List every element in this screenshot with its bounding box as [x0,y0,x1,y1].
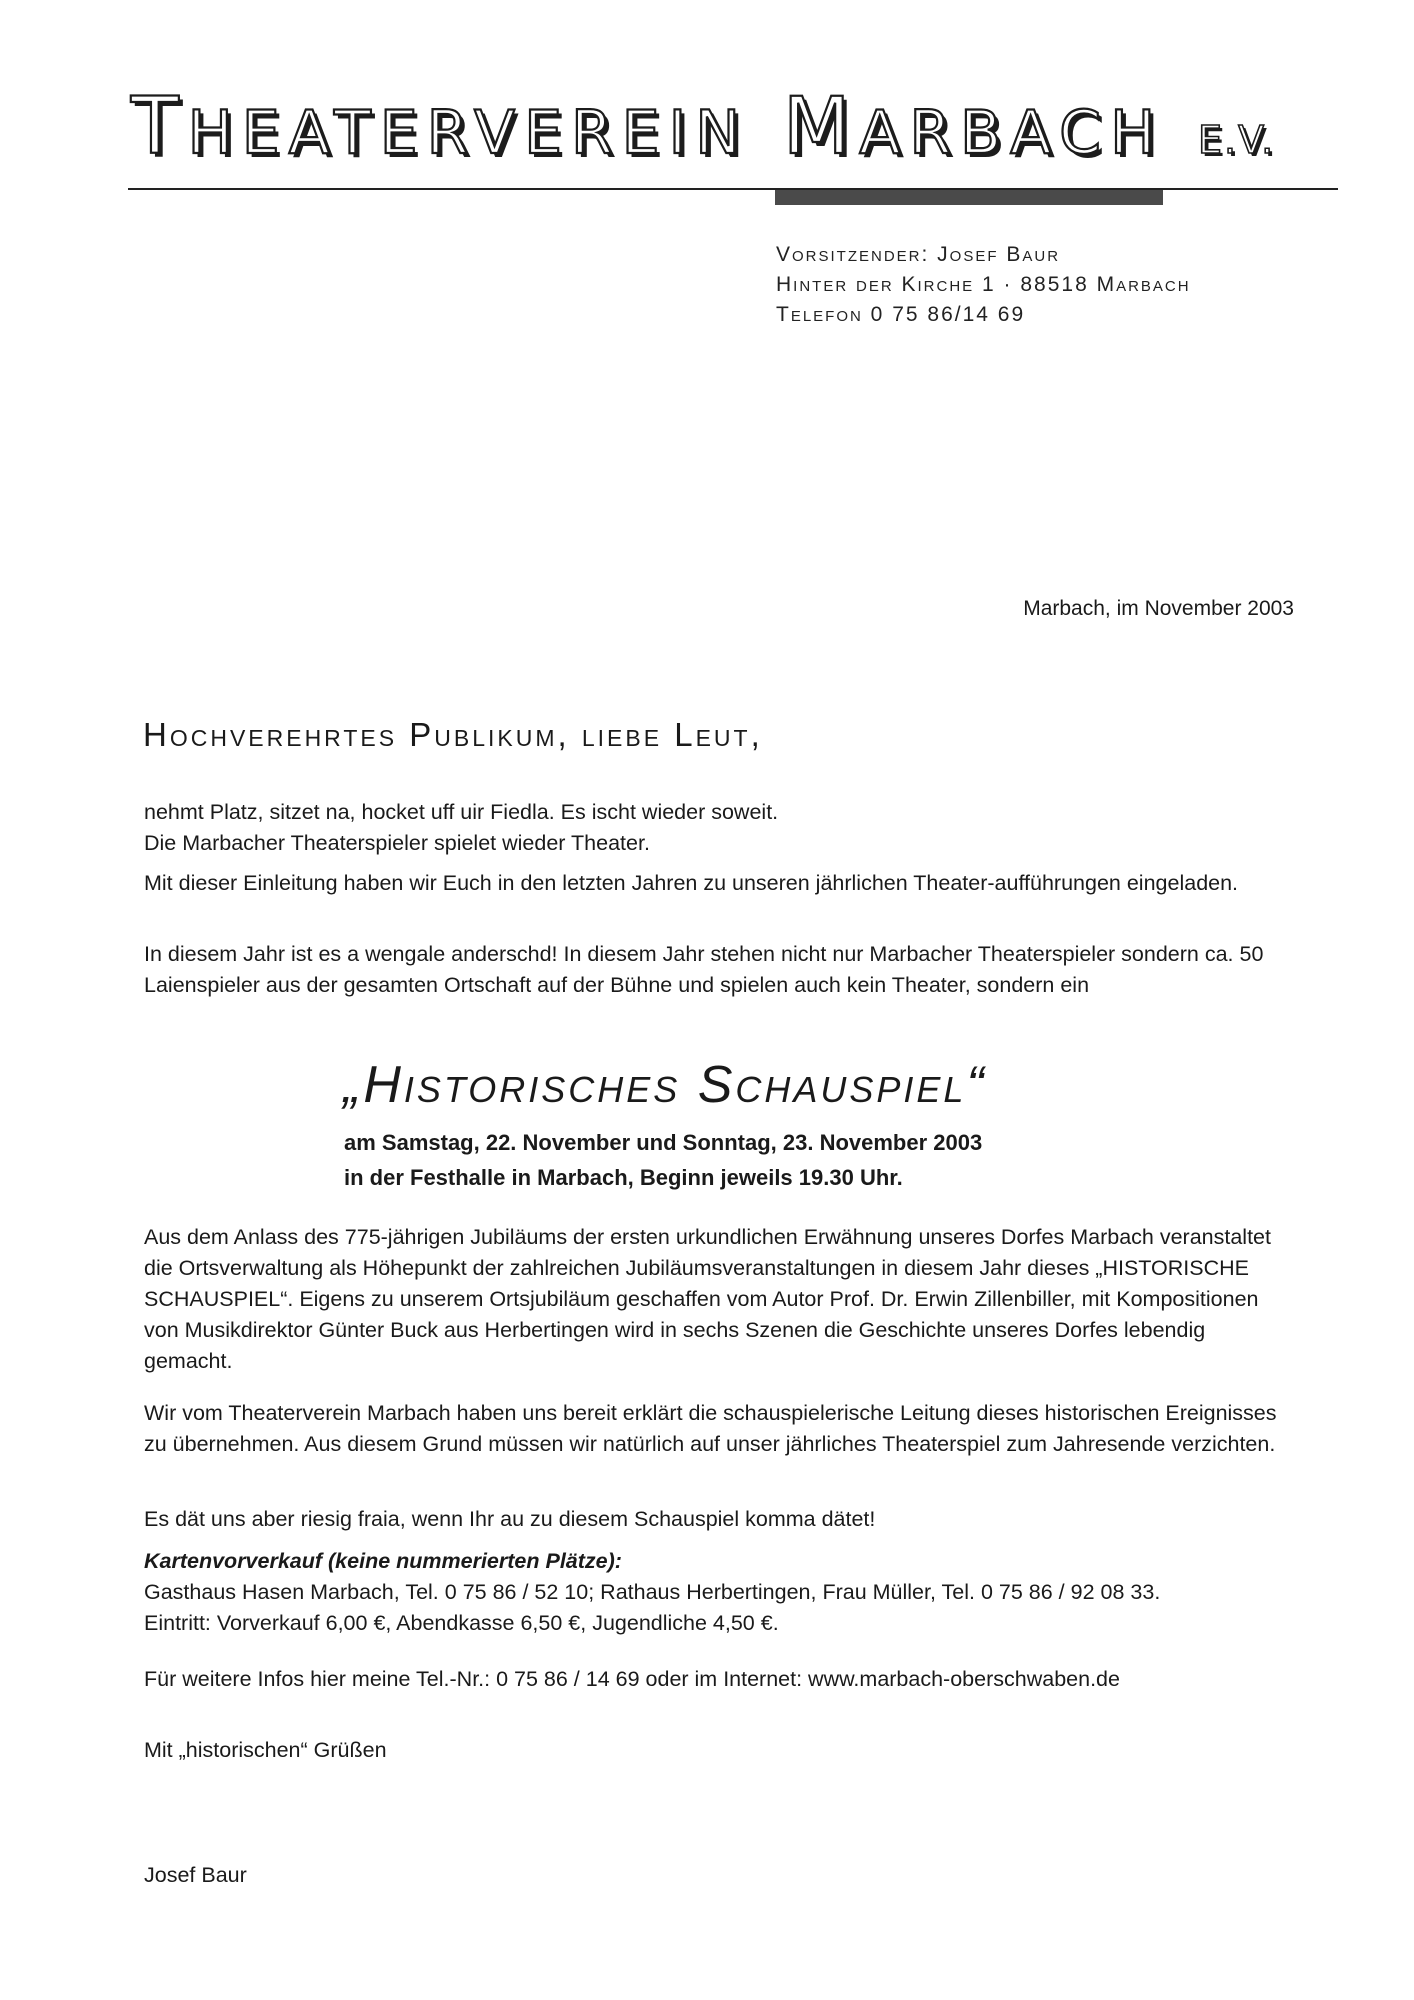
intro-line: Die Marbacher Theaterspieler spielet wieder Theater. [144,831,650,855]
letterhead-bar [775,190,1163,205]
chairman-line: Vorsitzender: Josef Baur [776,243,1061,266]
ticket-prices: Eintritt: Vorverkauf 6,00 €, Abendkasse 6,50 €, Jugendliche 4,50 €. [144,1611,779,1635]
occasion-paragraph: Aus dem Anlass des 775-jährigen Jubiläums der ersten urkundlichen Erwähnung unseres Dorfes Marbach veranstaltet die Ortsverwaltung als Höhepunkt der zahlreichen Jubiläumsveranstaltungen in diesem Jahr dieses „HISTORISCHE SCHAUSPIEL“. Eigens zu unserem Ortsjubiläum geschaffen vom Autor Prof. Dr. Erwin Zillenbiller, mit Kompositionen von Musikdirektor Günter Buck aus Herbertingen wird in sechs Szenen die Geschichte unseres Dorfes lebendig gemacht. [144,1225,1271,1373]
letterhead-suffix: E.V. [1197,118,1276,162]
invitation-paragraph: Mit dieser Einleitung haben wir Euch in den letzten Jahren zu unseren jährlichen Theater-aufführungen eingeladen. [144,871,1239,895]
letterhead-word1-rest: HEATERVEREIN [187,98,750,168]
ticket-outlets: Gasthaus Hasen Marbach, Tel. 0 75 86 / 52 10; Rathaus Herbertingen, Frau Müller, Tel. 0 75 86 / 92 08 33. [144,1580,1161,1604]
letterhead-word2-initial: M [782,82,860,172]
letterhead-word2-rest: ARBACH [859,98,1165,168]
tickets-info [144,1577,1294,1639]
joy-paragraph: Es dät uns aber riesig fraia, wenn Ihr au zu diesem Schauspiel komma dätet! [144,1507,876,1531]
signature-name: Josef Baur [144,1863,247,1887]
phone-line: Telefon 0 75 86/14 69 [776,303,1026,326]
intro-paragraph [144,797,1294,859]
event-headline: „Historisches Schauspiel“ [343,1056,987,1114]
letterhead-title [131,82,1291,172]
club-paragraph: Wir vom Theaterverein Marbach haben uns bereit erklärt die schauspielerische Leitung dieses historischen Ereignisses zu übernehmen. Aus diesem Grund müssen wir natürlich auf unser jährliches Theaterspiel zum Jahresende verzichten. [144,1401,1277,1456]
salutation: Hochverehrtes Publikum, liebe Leut, [143,716,763,753]
event-dates: am Samstag, 22. November und Sonntag, 23. November 2003 [344,1130,983,1155]
street-line: Hinter der Kirche 1 · 88518 Marbach [776,273,1191,296]
event-venue: in der Festhalle in Marbach, Beginn jeweils 19.30 Uhr. [344,1165,903,1190]
letterhead-word1-initial: T [131,82,188,172]
date-line: Marbach, im November 2003 [1023,597,1294,620]
this-year-paragraph: In diesem Jahr ist es a wengale anderschd! In diesem Jahr stehen nicht nur Marbacher Theaterspieler sondern ca. 50 Laienspieler aus der gesamten Ortschaft auf der Bühne und spielen auch kein Theater, sondern ein [144,942,1264,997]
sender-address [776,240,1191,330]
info-line: Für weitere Infos hier meine Tel.-Nr.: 0 75 86 / 14 69 oder im Internet: www.marbach-oberschwaben.de [144,1667,1120,1691]
tickets-heading: Kartenvorverkauf (keine nummerierten Plätze): [144,1549,622,1573]
event-details [344,1125,982,1195]
intro-line: nehmt Platz, sitzet na, hocket uff uir Fiedla. Es ischt wieder soweit. [144,800,779,824]
closing-greeting: Mit „historischen“ Grüßen [144,1738,387,1762]
